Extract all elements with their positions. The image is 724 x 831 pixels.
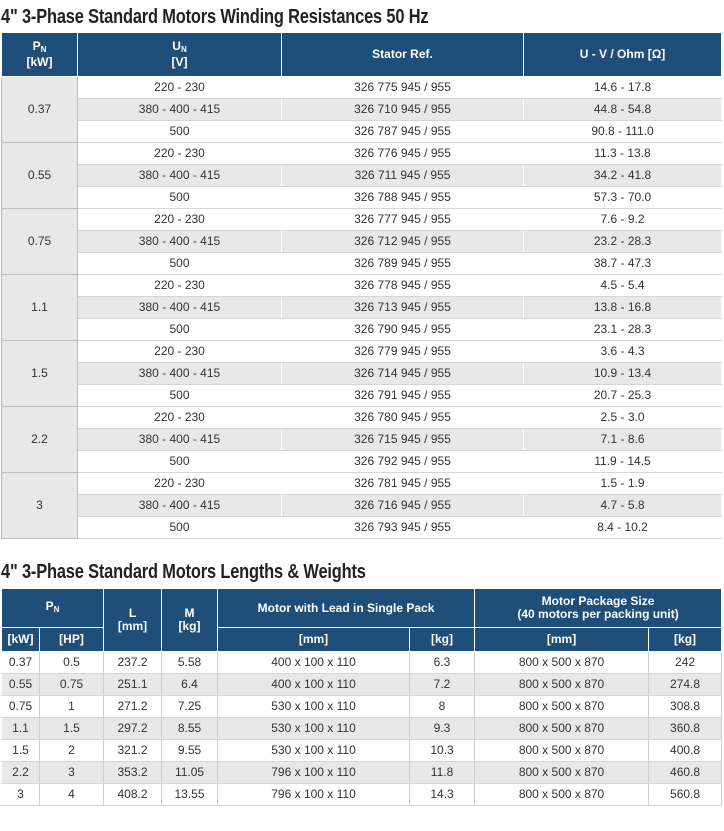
stator-ref-value: 326 789 945 / 955 — [282, 253, 524, 275]
table-row — [2, 297, 722, 319]
stator-ref-value: 326 791 945 / 955 — [282, 385, 524, 407]
single-pack-weight-value: 8 — [410, 696, 475, 718]
un-value: 380 - 400 - 415 — [78, 363, 282, 385]
hp-value: 0.75 — [40, 674, 104, 696]
lengths-weights-table — [1, 588, 722, 806]
table-row — [2, 762, 722, 784]
single-pack-size-value: 400 x 100 x 110 — [218, 652, 410, 674]
un-value: 220 - 230 — [78, 341, 282, 363]
table-row — [2, 143, 722, 165]
hp-value: 1 — [40, 696, 104, 718]
resistance-value: 13.8 - 16.8 — [524, 297, 722, 319]
hp-value: 0.5 — [40, 652, 104, 674]
table-row — [2, 495, 722, 517]
pn-value: 2.2 — [2, 407, 78, 473]
single-pack-size-value: 530 x 100 x 110 — [218, 740, 410, 762]
hp-value: 4 — [40, 784, 104, 806]
stator-ref-value: 326 781 945 / 955 — [282, 473, 524, 495]
table-row — [2, 77, 722, 99]
table-row — [2, 121, 722, 143]
hp-value: 2 — [40, 740, 104, 762]
package-size-value: 800 x 500 x 870 — [475, 762, 649, 784]
pn-value: 0.55 — [2, 143, 78, 209]
un-value: 220 - 230 — [78, 77, 282, 99]
package-weight-value: 400.8 — [649, 740, 722, 762]
un-value: 380 - 400 - 415 — [78, 165, 282, 187]
package-size-value: 800 x 500 x 870 — [475, 696, 649, 718]
pn-value: 3 — [2, 473, 78, 539]
table-row — [2, 187, 722, 209]
table-row — [2, 429, 722, 451]
un-value: 220 - 230 — [78, 407, 282, 429]
resistance-value: 7.6 - 9.2 — [524, 209, 722, 231]
stator-ref-value: 326 712 945 / 955 — [282, 231, 524, 253]
resistance-value: 11.3 - 13.8 — [524, 143, 722, 165]
kw-value: 0.37 — [2, 652, 40, 674]
un-value: 500 — [78, 121, 282, 143]
stator-ref-value: 326 716 945 / 955 — [282, 495, 524, 517]
table-row — [2, 231, 722, 253]
resistance-value: 23.1 - 28.3 — [524, 319, 722, 341]
resistance-value: 3.6 - 4.3 — [524, 341, 722, 363]
table-row — [2, 674, 722, 696]
kw-value: 2.2 — [2, 762, 40, 784]
table-row — [2, 696, 722, 718]
table-row — [2, 652, 722, 674]
single-pack-size-value: 530 x 100 x 110 — [218, 696, 410, 718]
resistance-value: 11.9 - 14.5 — [524, 451, 722, 473]
length-value: 297.2 — [104, 718, 162, 740]
header-pn: $P_N$ — [2, 589, 104, 628]
resistances-table-title: 4" 3-Phase Standard Motors Winding Resistances 50 Hz — [1, 6, 429, 28]
resistance-value: 7.1 - 8.6 — [524, 429, 722, 451]
package-size-value: 800 x 500 x 870 — [475, 784, 649, 806]
single-pack-weight-value: 9.3 — [410, 718, 475, 740]
stator-ref-value: 326 787 945 / 955 — [282, 121, 524, 143]
resistance-value: 23.2 - 28.3 — [524, 231, 722, 253]
stator-ref-value: 326 713 945 / 955 — [282, 297, 524, 319]
resistance-value: 10.9 - 13.4 — [524, 363, 722, 385]
header-single-pack-mm: [mm] — [218, 628, 410, 652]
length-value: 237.2 — [104, 652, 162, 674]
table-row — [2, 253, 722, 275]
table-row — [2, 341, 722, 363]
package-weight-value: 360.8 — [649, 718, 722, 740]
resistance-value: 4.5 - 5.4 — [524, 275, 722, 297]
winding-resistances-table — [1, 32, 722, 539]
stator-ref-value: 326 792 945 / 955 — [282, 451, 524, 473]
hp-value: 1.5 — [40, 718, 104, 740]
resistance-value: 20.7 - 25.3 — [524, 385, 722, 407]
header-kw: [kW] — [2, 628, 40, 652]
table-row — [2, 473, 722, 495]
header-mass: M [kg] — [162, 589, 218, 652]
stator-ref-value: 326 778 945 / 955 — [282, 275, 524, 297]
header-pn: $P_N$ [kW] — [2, 33, 78, 77]
un-value: 220 - 230 — [78, 473, 282, 495]
package-weight-value: 460.8 — [649, 762, 722, 784]
resistance-value: 4.7 - 5.8 — [524, 495, 722, 517]
package-weight-value: 560.8 — [649, 784, 722, 806]
package-size-value: 800 x 500 x 870 — [475, 740, 649, 762]
stator-ref-value: 326 780 945 / 955 — [282, 407, 524, 429]
un-value: 380 - 400 - 415 — [78, 99, 282, 121]
kw-value: 1.5 — [2, 740, 40, 762]
kw-value: 0.75 — [2, 696, 40, 718]
header-package-size: Motor Package Size (40 motors per packing unit) — [475, 589, 722, 628]
package-size-value: 800 x 500 x 870 — [475, 718, 649, 740]
resistance-value: 2.5 - 3.0 — [524, 407, 722, 429]
mass-value: 5.58 — [162, 652, 218, 674]
table-row — [2, 740, 722, 762]
pn-value: 0.75 — [2, 209, 78, 275]
un-value: 500 — [78, 253, 282, 275]
header-package-mm: [mm] — [475, 628, 649, 652]
un-value: 220 - 230 — [78, 143, 282, 165]
mass-value: 7.25 — [162, 696, 218, 718]
length-value: 251.1 — [104, 674, 162, 696]
single-pack-weight-value: 10.3 — [410, 740, 475, 762]
un-value: 380 - 400 - 415 — [78, 297, 282, 319]
kw-value: 1.1 — [2, 718, 40, 740]
single-pack-weight-value: 6.3 — [410, 652, 475, 674]
resistance-value: 90.8 - 111.0 — [524, 121, 722, 143]
table-row — [2, 209, 722, 231]
header-hp: [HP] — [40, 628, 104, 652]
stator-ref-value: 326 790 945 / 955 — [282, 319, 524, 341]
mass-value: 6.4 — [162, 674, 218, 696]
un-value: 500 — [78, 385, 282, 407]
package-size-value: 800 x 500 x 870 — [475, 652, 649, 674]
table-row — [2, 99, 722, 121]
stator-ref-value: 326 779 945 / 955 — [282, 341, 524, 363]
hp-value: 3 — [40, 762, 104, 784]
package-weight-value: 242 — [649, 652, 722, 674]
header-package-kg: [kg] — [649, 628, 722, 652]
single-pack-weight-value: 11.8 — [410, 762, 475, 784]
length-value: 408.2 — [104, 784, 162, 806]
un-value: 380 - 400 - 415 — [78, 231, 282, 253]
table-row — [2, 517, 722, 539]
un-value: 500 — [78, 319, 282, 341]
table-row — [2, 319, 722, 341]
single-pack-weight-value: 7.2 — [410, 674, 475, 696]
resistance-value: 1.5 - 1.9 — [524, 473, 722, 495]
header-un: $U_N$ [V] — [78, 33, 282, 77]
stator-ref-value: 326 714 945 / 955 — [282, 363, 524, 385]
stator-ref-value: 326 793 945 / 955 — [282, 517, 524, 539]
header-stator-ref: Stator Ref. — [282, 33, 524, 77]
single-pack-size-value: 796 x 100 x 110 — [218, 762, 410, 784]
length-value: 271.2 — [104, 696, 162, 718]
table-row — [2, 363, 722, 385]
header-resistance: U - V / Ohm [Ω] — [524, 33, 722, 77]
resistance-value: 34.2 - 41.8 — [524, 165, 722, 187]
pn-value: 0.37 — [2, 77, 78, 143]
stator-ref-value: 326 715 945 / 955 — [282, 429, 524, 451]
un-value: 500 — [78, 451, 282, 473]
resistance-value: 38.7 - 47.3 — [524, 253, 722, 275]
stator-ref-value: 326 710 945 / 955 — [282, 99, 524, 121]
un-value: 500 — [78, 517, 282, 539]
stator-ref-value: 326 788 945 / 955 — [282, 187, 524, 209]
length-value: 321.2 — [104, 740, 162, 762]
kw-value: 3 — [2, 784, 40, 806]
single-pack-size-value: 796 x 100 x 110 — [218, 784, 410, 806]
table-row — [2, 451, 722, 473]
un-value: 220 - 230 — [78, 209, 282, 231]
stator-ref-value: 326 777 945 / 955 — [282, 209, 524, 231]
resistance-value: 8.4 - 10.2 — [524, 517, 722, 539]
single-pack-size-value: 530 x 100 x 110 — [218, 718, 410, 740]
un-value: 380 - 400 - 415 — [78, 495, 282, 517]
package-weight-value: 274.8 — [649, 674, 722, 696]
single-pack-size-value: 400 x 100 x 110 — [218, 674, 410, 696]
package-size-value: 800 x 500 x 870 — [475, 674, 649, 696]
resistance-value: 57.3 - 70.0 — [524, 187, 722, 209]
resistance-value: 14.6 - 17.8 — [524, 77, 722, 99]
lengths-weights-table-title: 4" 3-Phase Standard Motors Lengths & Weights — [1, 561, 366, 583]
mass-value: 13.55 — [162, 784, 218, 806]
un-value: 500 — [78, 187, 282, 209]
header-single-pack: Motor with Lead in Single Pack — [218, 589, 475, 628]
stator-ref-value: 326 775 945 / 955 — [282, 77, 524, 99]
un-value: 220 - 230 — [78, 275, 282, 297]
length-value: 353.2 — [104, 762, 162, 784]
table-row — [2, 165, 722, 187]
mass-value: 8.55 — [162, 718, 218, 740]
kw-value: 0.55 — [2, 674, 40, 696]
pn-value: 1.1 — [2, 275, 78, 341]
table-row — [2, 275, 722, 297]
mass-value: 9.55 — [162, 740, 218, 762]
stator-ref-value: 326 776 945 / 955 — [282, 143, 524, 165]
header-single-pack-kg: [kg] — [410, 628, 475, 652]
single-pack-weight-value: 14.3 — [410, 784, 475, 806]
package-weight-value: 308.8 — [649, 696, 722, 718]
header-length: L [mm] — [104, 589, 162, 652]
stator-ref-value: 326 711 945 / 955 — [282, 165, 524, 187]
table-row — [2, 407, 722, 429]
un-value: 380 - 400 - 415 — [78, 429, 282, 451]
table-row — [2, 784, 722, 806]
table-row — [2, 385, 722, 407]
resistance-value: 44.8 - 54.8 — [524, 99, 722, 121]
mass-value: 11.05 — [162, 762, 218, 784]
pn-value: 1.5 — [2, 341, 78, 407]
table-row — [2, 718, 722, 740]
